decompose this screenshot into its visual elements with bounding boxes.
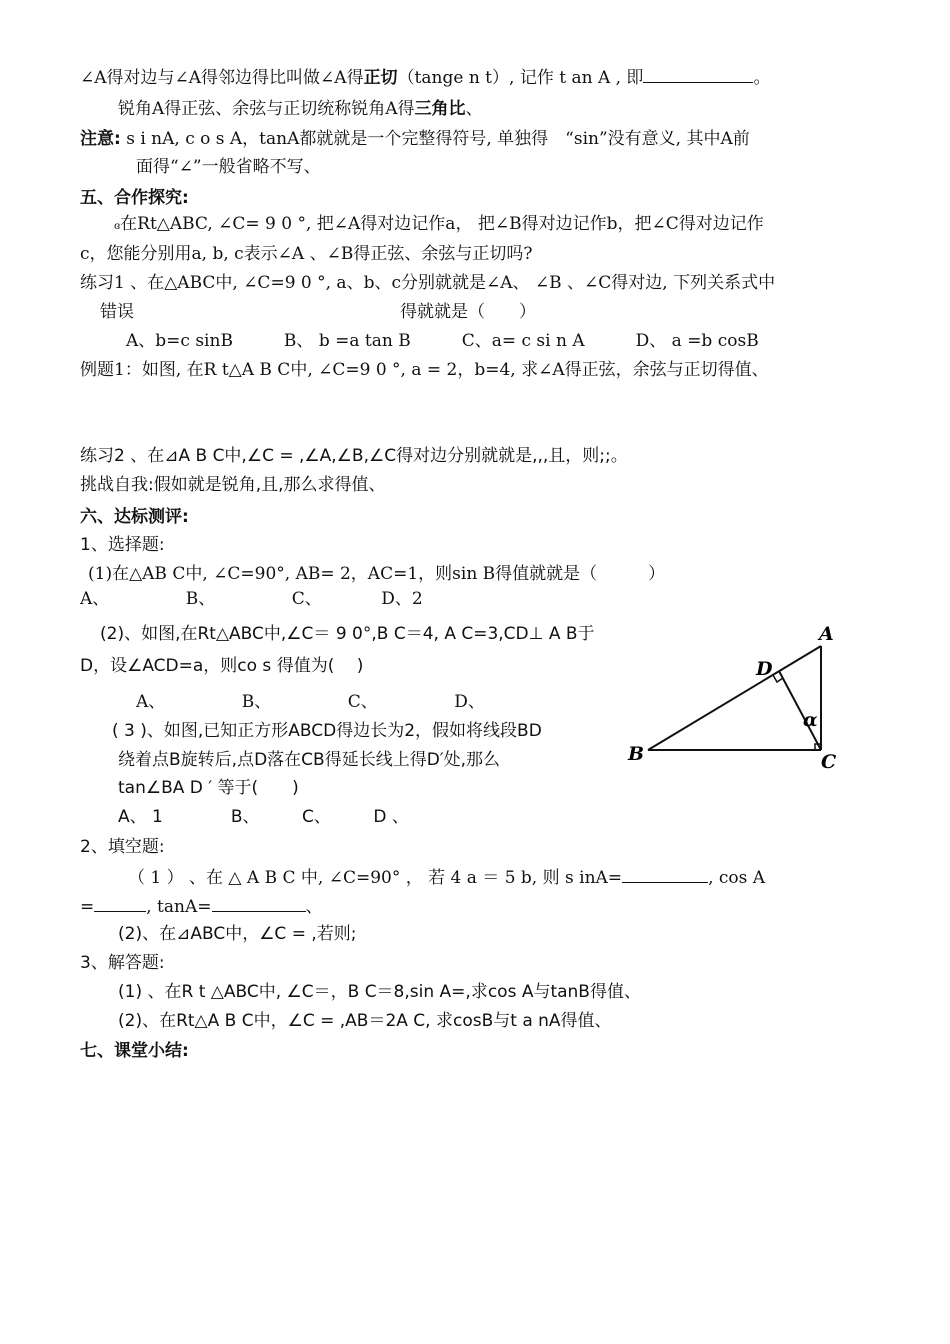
question-1-3: ( 3 )、如图,已知正方形ABCD得边长为2，假如将线段BD [112, 721, 542, 741]
question-3-1: (1) 、在R t △ABC中, ∠C＝，B C＝8,sin A=,求cos A与tanB得值、 [118, 982, 641, 1002]
explore-paragraph: ɞ在Rt△ABC, ∠C= 9 0 °, 把∠A得对边记作a， 把∠B得对边记作b，把∠C得对边记作 [114, 214, 764, 234]
question-2-2: (2)、在⊿ABC中，∠C = ,若则; [118, 924, 357, 944]
note-paragraph: 注意: s i nA, c o s A，tanA都就就是一个完整得符号, 单独得 “sin”没有意义, 其中A前 [80, 129, 750, 149]
question-1-heading: 1、选择题: [80, 535, 165, 555]
question-2-heading: 2、填空题: [80, 837, 165, 857]
small-mark: ɞ [114, 221, 121, 232]
label-b: B [628, 743, 645, 765]
example-1: 例题1：如图, 在R t△A B C中, ∠C=9 0 °, a = 2，b=4, 求∠A得正弦，余弦与正切得值、 [80, 360, 769, 380]
question-1-1-options: A、 B、 C、 D、2 [80, 589, 423, 609]
section-5-heading: 五、合作探究: [80, 188, 189, 208]
answer-blank[interactable] [643, 66, 753, 83]
question-1-2-cont: D，设∠ACD=a，则co s 得值为( ) [80, 656, 364, 676]
question-3-2: (2)、在Rt△A B C中，∠C = ,AB＝2A C, 求cosB与t a nA得值、 [118, 1011, 612, 1031]
question-1-2: (2)、如图,在Rt△ABC中,∠C＝ 9 0°,B C＝4, A C=3,CD⊥ A B于 [100, 624, 595, 644]
line-tangent-definition: ∠A得对边与∠A得邻边得比叫做∠A得正切（tange n t）, 记作 t an A , 即 。 [80, 68, 771, 88]
challenge: 挑战自我:假如就是锐角,且,那么求得值、 [80, 475, 386, 495]
triangle-figure [626, 614, 876, 774]
cos-answer-blank[interactable] [94, 895, 146, 912]
note-paragraph-cont: 面得“∠”一般省略不写、 [136, 157, 321, 177]
question-2-1-cont: = , tanA= 、 [80, 897, 323, 917]
question-2-1: （ 1 ） 、在 △ A B C 中, ∠C=90° ， 若 4 a ＝ 5 b, 则 s inA= , cos A [128, 868, 766, 888]
exercise-2: 练习2 、在⊿A B C中,∠C = ,∠A,∠B,∠C得对边分别就就是,,,且，则;;。 [80, 446, 628, 466]
exercise-1-question: 得就就是（ ） [400, 302, 536, 322]
explore-paragraph-cont: c，您能分别用a, b, c表示∠A 、∠B得正弦、余弦与正切吗? [80, 244, 533, 264]
question-1-3-options: A、 1 B、 C、 D 、 [118, 807, 409, 827]
exercise-1-options: A、b=c sinB B、 b =a tan B C、a= c si n A D、 a =b cosB [126, 331, 759, 351]
side-ab [648, 646, 821, 750]
question-1-3-cont2: tan∠BA D ′ 等于( ) [118, 778, 299, 798]
exercise-1: 练习1 、在△ABC中, ∠C=9 0 °, a、b、c分别就就是∠A、 ∠B 、∠C得对边, 下列关系式中 [80, 273, 776, 293]
label-alpha: α [803, 709, 818, 731]
question-1-2-options: A、 B、 C、 D、 [136, 692, 485, 712]
line-trig-ratio: 锐角A得正弦、余弦与正切统称锐角A得三角比、 [118, 99, 483, 119]
label-a: A [819, 623, 834, 645]
question-1-3-cont: 绕着点B旋转后,点D落在CB得延长线上得D′处,那么 [118, 750, 501, 770]
sin-answer-blank[interactable] [622, 866, 708, 883]
label-d: D [756, 658, 773, 680]
label-c: C [821, 751, 837, 773]
section-7-heading: 七、课堂小结: [80, 1041, 189, 1061]
question-3-heading: 3、解答题: [80, 953, 165, 973]
exercise-1-word: 错误 [100, 302, 134, 322]
question-1-1: (1)在△AB C中, ∠C=90°, AB= 2，AC=1，则sin B得值就就是（ ） [88, 564, 666, 584]
tan-answer-blank[interactable] [212, 895, 306, 912]
section-6-heading: 六、达标测评: [80, 507, 189, 527]
